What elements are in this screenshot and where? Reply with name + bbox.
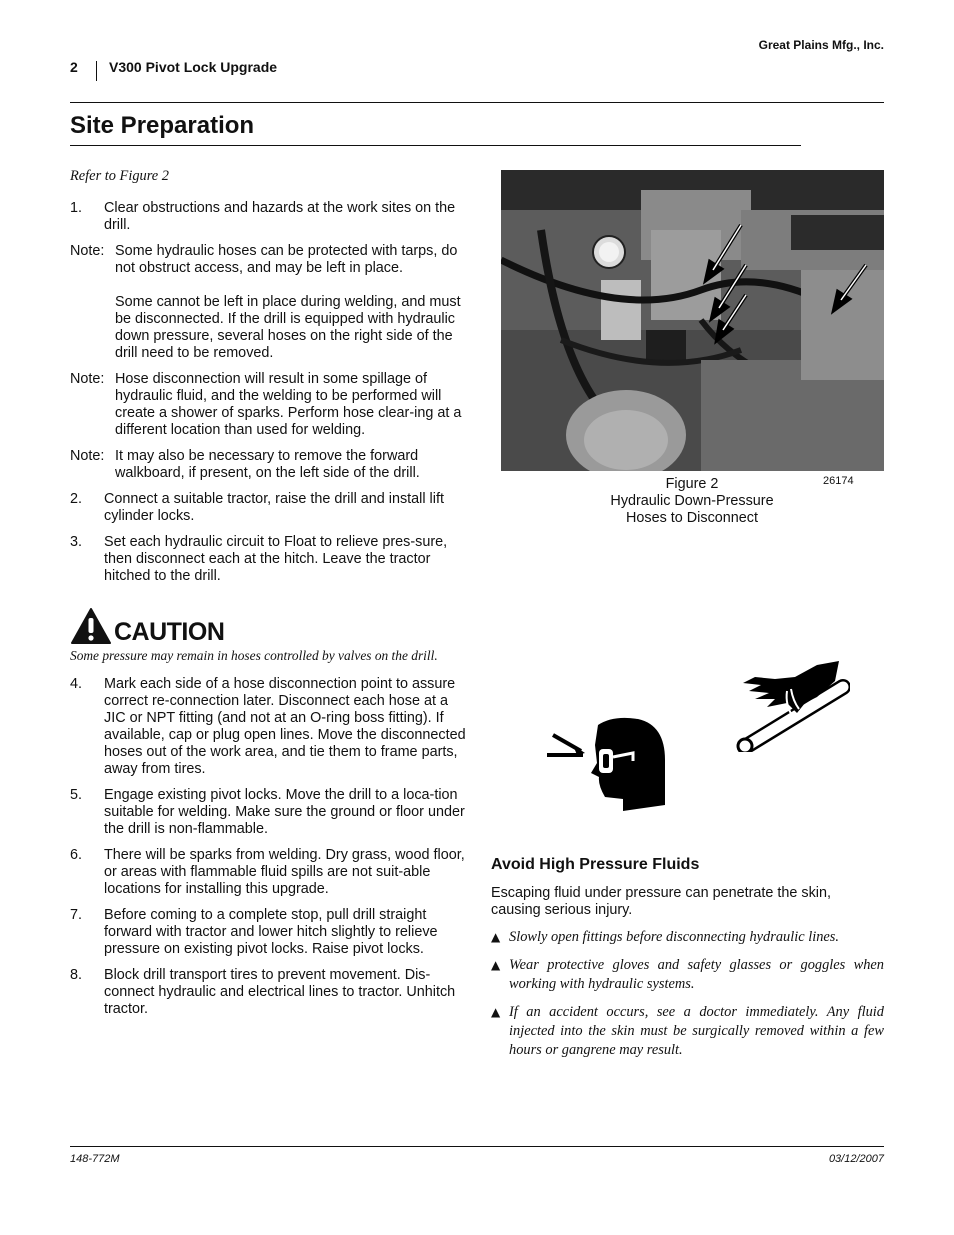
step-number: 1.	[70, 200, 83, 216]
figure-caption-line: Hydraulic Down-Pressure	[610, 493, 774, 509]
avoid-fluids-intro: Escaping fluid under pressure can penetrate the skin, causing serious injury.	[491, 885, 831, 918]
hand-injection-icon	[735, 657, 850, 752]
step-number: 8.	[70, 967, 83, 983]
step-item	[70, 847, 466, 898]
avoid-fluids-title: Avoid High Pressure Fluids	[491, 856, 700, 873]
step-number: 3.	[70, 534, 83, 550]
safety-bullet	[491, 928, 884, 947]
header-divider	[96, 61, 97, 81]
step-text: Before coming to a complete stop, pull drill straight forward with tractor and lower hitch slightly to relieve pressure on existing pivot locks. Raise pivot locks.	[104, 907, 438, 957]
note-item	[70, 448, 466, 482]
bullet-text: Slowly open fittings before disconnecting hydraulic lines.	[509, 929, 840, 945]
bullet-triangle-icon: ▲	[491, 958, 501, 972]
section-rule	[70, 145, 801, 146]
step-item	[70, 967, 466, 1018]
step-item	[70, 676, 466, 778]
bullet-triangle-icon: ▲	[491, 1005, 501, 1019]
note-label: Note:	[70, 243, 105, 259]
avoid-fluids-section	[491, 856, 884, 1069]
note-text	[115, 243, 466, 362]
bottom-rule	[70, 1146, 884, 1147]
bullet-text: Wear protective gloves and safety glasses or goggles when working with hydraulic systems.	[509, 957, 884, 992]
note-paragraph: Some hydraulic hoses can be protected with tarps, do not obstruct access, and may be left in place.	[115, 243, 458, 276]
section-title: Site Preparation	[70, 112, 255, 139]
note-text	[115, 371, 466, 439]
note-label: Note:	[70, 448, 105, 464]
figure-caption	[592, 476, 792, 527]
note-paragraph: Hose disconnection will result in some spillage of hydraulic fluid, and the welding to be performed will create a shower of sparks. Perform hose clear-ing at a different location than used for welding.	[115, 371, 462, 438]
caution-header	[70, 607, 466, 645]
step-text: There will be sparks from welding. Dry grass, wood floor, or areas with flammable fluid spills are not suit-able locations for installing this upgrade.	[104, 847, 465, 897]
step-number: 5.	[70, 787, 83, 803]
safety-bullet	[491, 1003, 884, 1060]
step-text: Block drill transport tires to prevent movement. Dis-connect hydraulic and electrical lines to tractor. Unhitch tractor.	[104, 967, 456, 1017]
step-number: 7.	[70, 907, 83, 923]
note-paragraph: It may also be necessary to remove the forward walkboard, if present, on the left side of the drill.	[115, 448, 420, 481]
figure-id: 26174	[823, 475, 854, 487]
step-text: Set each hydraulic circuit to Float to relieve pres-sure, then disconnect each at the hitch. Leave the tractor hitched to the drill.	[104, 534, 448, 584]
figure-reference: Refer to Figure 2	[70, 168, 169, 184]
step-item	[70, 787, 466, 838]
safety-bullet	[491, 956, 884, 994]
step-text: Connect a suitable tractor, raise the drill and install lift cylinder locks.	[104, 491, 444, 524]
figure-caption-line: Figure 2	[665, 476, 719, 492]
note-item	[70, 243, 466, 362]
note-item	[70, 371, 466, 439]
note-label: Note:	[70, 371, 105, 387]
bullet-text: If an accident occurs, see a doctor immediately. Any fluid injected into the skin must be surgically removed within a few hours or gangrene may result.	[509, 1004, 884, 1058]
step-number: 4.	[70, 676, 83, 692]
document-number: 148-772M	[70, 1153, 120, 1165]
left-column	[70, 168, 466, 1027]
step-item	[70, 534, 466, 585]
top-rule	[70, 102, 884, 103]
step-text: Engage existing pivot locks. Move the drill to a loca-tion suitable for welding. Make sure the ground or floor under the drill is non-flammable.	[104, 787, 465, 837]
document-date: 03/12/2007	[828, 1153, 884, 1165]
step-item	[70, 491, 466, 525]
hydraulic-hoses-photo	[501, 170, 884, 471]
note-paragraph: Some cannot be left in place during welding, and must be disconnected. If the drill is equipped with hydraulic down pressure, several hoses on the right side of the drill need to be removed.	[115, 294, 461, 361]
document-title: V300 Pivot Lock Upgrade	[109, 59, 278, 75]
step-text: Mark each side of a hose disconnection point to assure correct re-connection later. Disconnect each hose at a JIC or NPT fitting (and not at an O-ring boss fitting). If available, cap or plug open lines. Move the disconnected hoses out of the work area, and tie them to frame parts, away from tires.	[104, 676, 466, 777]
caution-text: Some pressure may remain in hoses controlled by valves on the drill.	[70, 648, 438, 663]
note-text	[115, 448, 466, 482]
step-item	[70, 200, 466, 234]
company-name: Great Plains Mfg., Inc.	[758, 38, 884, 52]
step-number: 2.	[70, 491, 83, 507]
step-item	[70, 907, 466, 958]
step-number: 6.	[70, 847, 83, 863]
figure-caption-line: Hoses to Disconnect	[626, 510, 758, 526]
safety-goggles-icon	[543, 715, 668, 815]
caution-label: CAUTION	[114, 618, 225, 646]
page-number: 2	[70, 59, 78, 75]
warning-triangle-icon	[70, 607, 112, 645]
step-text: Clear obstructions and hazards at the work sites on the drill.	[104, 200, 456, 233]
bullet-triangle-icon: ▲	[491, 930, 501, 944]
